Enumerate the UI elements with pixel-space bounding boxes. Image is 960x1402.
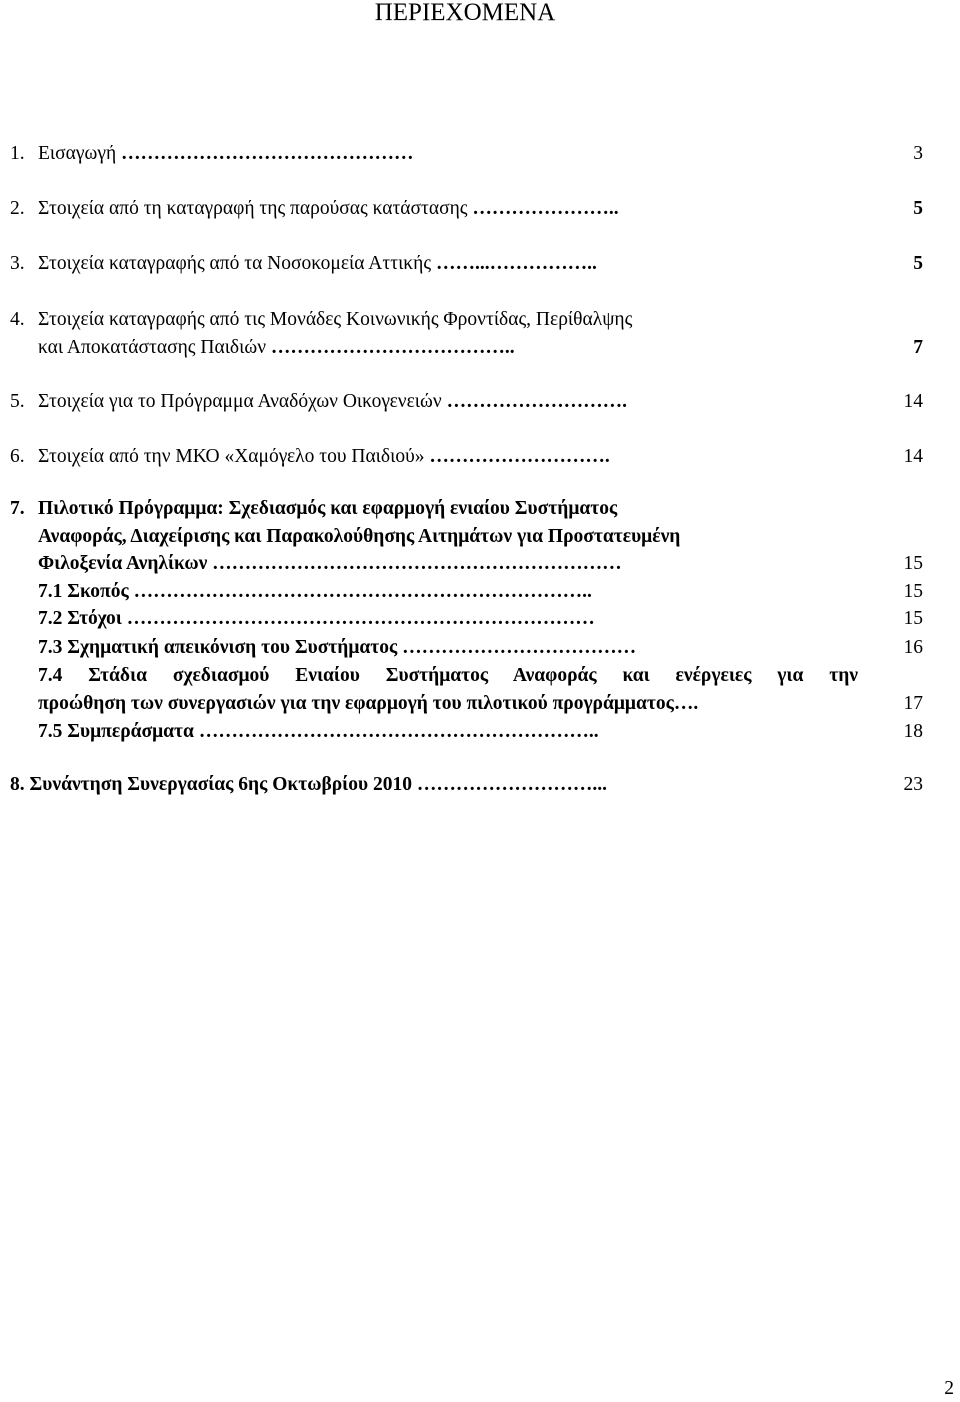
toc-subentry-7-5[interactable] [0,718,925,746]
toc-leader-dots: ……………………………………………………………… [126,608,595,629]
toc-entry-number: 1. [10,143,25,164]
toc-subentry-7-3[interactable] [0,634,925,662]
toc-entry-7[interactable] [0,495,925,578]
toc-entry-number: 2. [10,198,25,219]
toc-subentry-7-1[interactable] [0,578,925,606]
toc-page-number: 14 [903,391,923,412]
toc-leader-dots: ……………………………………… [121,143,414,164]
toc-leader-dots: ………………………. [446,391,627,412]
toc-entry-label: Πιλοτικό Πρόγραμμα: Σχεδιασμός και εφαρμογή ενιαίου Συστήματος [38,498,618,519]
toc-page-number: 16 [903,637,923,658]
toc-page-number: 3 [913,143,923,164]
toc-entry-number: 3. [10,253,25,274]
toc-entry-1[interactable] [0,140,925,168]
toc-subentry-7-2[interactable] [0,605,925,633]
toc-entry-label-continued: Φιλοξενία Ανηλίκων ……………………………………………………… [38,553,622,574]
toc-entry-label: 7.5 Συμπεράσματα …………………………………………………….. [38,721,599,742]
toc-page-number: 17 [903,692,923,714]
toc-page-number: 5 [913,198,923,219]
toc-entry-5[interactable] [0,388,925,416]
toc-leader-dots: ………………….. [472,198,619,219]
toc-leader-dots: ……...…………….. [435,253,597,274]
toc-page-number: 7 [913,336,923,358]
toc-entry-label-continued: προώθηση των συνεργασιών για την εφαρμογή του πιλοτικού προγράμματος…. [38,692,699,714]
toc-entry-2[interactable] [0,195,925,223]
footer-page-number: 2 [944,1378,954,1399]
toc-leader-dots: ……………………………….. [270,336,515,358]
toc-page-number: 15 [903,608,923,629]
toc-entry-3[interactable] [0,250,925,278]
toc-entry-label: Εισαγωγή ……………………………………… [38,143,414,164]
toc-entry-label: 8. Συνάντηση Συνεργασίας 6ης Οκτωβρίου 2010 ………………………... [10,774,607,795]
toc-entry-4[interactable] [0,306,925,361]
toc-entry-label: Στοιχεία για το Πρόγραμμα Αναδόχων Οικογενειών ………………………. [38,391,627,412]
toc-leader-dots: ……………………………… [402,637,637,658]
toc-entry-label: Στοιχεία καταγραφής από τα Νοσοκομεία Αττικής ……...…………….. [38,253,597,274]
toc-entry-label: 7.1 Σκοπός …………………………………………………………….. [38,581,592,602]
toc-page-number: 18 [903,721,923,742]
toc-entry-label-continued: και Αποκατάστασης Παιδιών ……………………………….. [38,336,515,358]
toc-page-number: 5 [913,253,923,274]
toc-entry-label-continued: Αναφοράς, Διαχείρισης και Παρακολούθησης Αιτημάτων για Προστατευμένη [38,525,681,547]
toc-entry-label: Στοιχεία από τη καταγραφή της παρούσας κατάστασης ………………….. [38,198,619,219]
toc-entry-label: 7.3 Σχηματική απεικόνιση του Συστήματος ……………………………… [38,637,637,658]
toc-entry-6[interactable] [0,443,925,471]
toc-leader-dots: …………………………………………………….. [198,721,599,742]
toc-entry-8[interactable] [0,771,925,799]
toc-entry-number: 7. [10,498,25,519]
toc-leader-dots: ………………………. [429,446,610,467]
toc-page-number: 15 [903,553,923,574]
toc-entry-label: 7.4 Στάδια σχεδιασμού Ενιαίου Συστήματος Αναφοράς και ενέργειες για την [38,665,858,686]
toc-page-number: 14 [903,446,923,467]
toc-leader-dots: ………………………... [416,774,607,795]
toc-subentry-7-4[interactable] [0,662,925,717]
toc-entry-label: Στοιχεία από την ΜΚΟ «Χαμόγελο του Παιδιού» ………………………. [38,446,610,467]
toc-entry-number: 6. [10,446,25,467]
toc-page-number: 15 [903,581,923,602]
toc-entry-number: 4. [10,309,25,330]
page-title: ΠΕΡΙΕΧΟΜΕΝΑ [374,0,556,26]
toc-leader-dots: ……………………………………………………… [212,553,622,574]
toc-leader-dots: …………………………………………………………….. [133,581,592,602]
toc-page-number: 23 [903,774,923,795]
toc-entry-label: 7.2 Στόχοι ……………………………………………………………… [38,608,595,629]
toc-entry-label: Στοιχεία καταγραφής από τις Μονάδες Κοινωνικής Φροντίδας, Περίθαλψης [38,309,633,330]
toc-entry-number: 5. [10,391,25,412]
